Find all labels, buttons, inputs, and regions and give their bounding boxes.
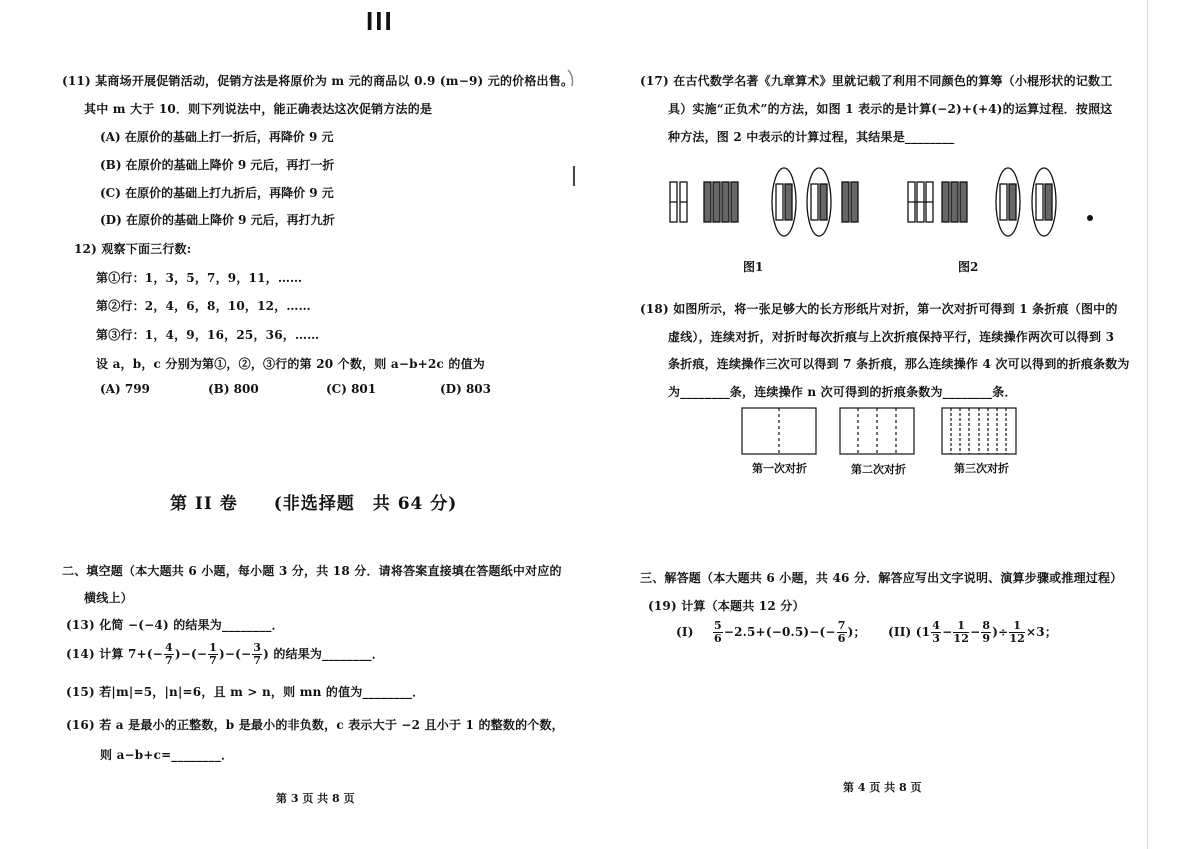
volume-title: 第 II 卷 (非选择题 共 64 分) — [170, 494, 458, 514]
scan-edge-line — [1147, 0, 1148, 849]
section2-line2: 横线上） — [84, 591, 133, 605]
q19-part1-label: (I) — [676, 625, 694, 639]
q12-option-d: (D) 803 — [440, 382, 491, 396]
q14-fraction-2: $\frac{1}{7}$ — [209, 641, 217, 667]
q18-line3: 条折痕，连续操作三次可以得到 7 条折痕，那么连续操作 4 次可以得到的折痕条数为 — [668, 357, 1130, 371]
folding-figures — [740, 406, 1030, 462]
q11-line2: 其中 m 大于 10．则下列说法中，能正确表达这次促销方法的是 — [84, 102, 433, 116]
q17-line3: 种方法，图 2 中表示的计算过程，其结果是________ — [668, 130, 955, 144]
left-page-footer: 第 3 页 共 8 页 — [276, 792, 355, 805]
q11-line1: (11) 某商场开展促销活动，促销方法是将原价为 m 元的商品以 0.9 (m−9) 元的价格出售。 — [62, 74, 574, 88]
q19-title: (19) 计算（本题共 12 分） — [648, 599, 805, 613]
scan-mark — [566, 68, 578, 92]
q18-line2: 虚线），连续对折，对折时每次折痕与上次折痕保持平行，连续操作两次可以得到 3 — [668, 330, 1115, 344]
q14 — [66, 642, 384, 667]
q14-mid2: )−(− — [218, 647, 252, 661]
q19-part2-fraction-2: $\frac{1}{12}$ — [953, 619, 970, 645]
q19-part1-fraction-1: $\frac{5}{6}$ — [713, 619, 722, 645]
fold-label-1: 第一次对折 — [752, 462, 807, 475]
counting-rods-figure-2 — [904, 156, 1104, 256]
q19-part1-mid: −2.5+(−0.5)−(− — [723, 625, 836, 639]
q14-fraction-1: $\frac{4}{7}$ — [164, 641, 173, 667]
q11-option-b: (B) 在原价的基础上降价 9 元后，再打一折 — [100, 158, 335, 172]
section3-heading: 三、解答题（本大题共 6 小题，共 46 分．解答应写出文字说明、演算步骤或推理过程） — [640, 571, 1123, 585]
q11-option-a: (A) 在原价的基础上打一折后，再降价 9 元 — [100, 130, 334, 144]
q19-part2: (II) (1 $\frac{4}{3}$ − $\frac{1}{12}$ − $\frac{8}{9}$ )÷ $\frac{1}{12}$ ×3； — [888, 619, 1058, 645]
right-page-footer: 第 4 页 共 8 页 — [843, 781, 922, 794]
scan-mark-2 — [571, 166, 577, 188]
q12-row3: 第③行：1，4，9，16，25，36，…… — [96, 328, 320, 342]
q19-part2-fraction-1: $\frac{4}{3}$ — [932, 619, 941, 645]
q15: (15) 若|m|=5，|n|=6，且 m > n，则 mn 的值为________． — [66, 685, 425, 699]
q12-line1: 12) 观察下面三行数: — [74, 242, 192, 256]
q11-option-d: (D) 在原价的基础上降价 9 元后，再打九折 — [100, 213, 335, 227]
q16-line2: 则 a−b+c=________． — [100, 748, 234, 762]
q12-option-c: (C) 801 — [326, 382, 377, 396]
q12-option-b: (B) 800 — [208, 382, 259, 396]
fold-label-2: 第二次对折 — [851, 463, 906, 476]
q14-prefix: (14) 计算 7+(− — [66, 647, 163, 661]
q17-line1: (17) 在古代数学名著《九章算术》里就记载了利用不同颜色的算筹（小棍形状的记数工 — [640, 74, 1113, 88]
section2-line1: 二、填空题（本大题共 6 小题，每小题 3 分，共 18 分．请将答案直接填在答题纸中对应的 — [62, 564, 562, 578]
binder-mark: III — [366, 6, 394, 36]
q11-option-c: (C) 在原价的基础上打九折后，再降价 9 元 — [100, 186, 334, 200]
q14-fraction-3: $\frac{3}{7}$ — [253, 641, 262, 667]
q14-mid1: )−(− — [174, 647, 208, 661]
q17-line2: 具）实施“正负术”的方法，如图 1 表示的是计算(−2)+(+4)的运算过程．按照这 — [668, 102, 1113, 116]
q14-suffix: ) 的结果为________． — [263, 647, 384, 661]
q12-row2: 第②行：2，4，6，8，10，12，…… — [96, 299, 311, 313]
q19-part2-fraction-4: $\frac{1}{12}$ — [1009, 619, 1026, 645]
fold-label-3: 第三次对折 — [954, 462, 1009, 475]
q19-part1-suffix: )； — [847, 625, 866, 639]
q19-part2-label: (II) — [888, 625, 912, 639]
q16-line1: (16) 若 a 是最小的正整数，b 是最小的非负数，c 表示大于 −2 且小于 1 的整数的个数， — [66, 718, 564, 732]
q19-part1-fraction-2: $\frac{7}{6}$ — [837, 619, 846, 645]
q19-part2-fraction-3: $\frac{8}{9}$ — [982, 619, 991, 645]
q13: (13) 化简 −(−4) 的结果为________． — [66, 618, 284, 632]
q12-row1: 第①行：1，3，5，7，9，11，…… — [96, 271, 303, 285]
figure-1-label: 图1 — [743, 260, 764, 274]
q12-option-a: (A) 799 — [100, 382, 150, 396]
q18-line4: 为________条，连续操作 n 次可得到的折痕条数为________条． — [668, 385, 1017, 399]
q18-line1: (18) 如图所示，将一张足够大的长方形纸片对折，第一次对折可得到 1 条折痕（图中的 — [640, 302, 1118, 316]
counting-rods-figure-1 — [666, 156, 866, 256]
figure-2-label: 图2 — [958, 260, 979, 274]
q19-part1 — [676, 620, 866, 645]
q12-line5: 设 a，b，c 分别为第①，②，③行的第 20 个数，则 a−b+2c 的值为 — [96, 357, 485, 371]
